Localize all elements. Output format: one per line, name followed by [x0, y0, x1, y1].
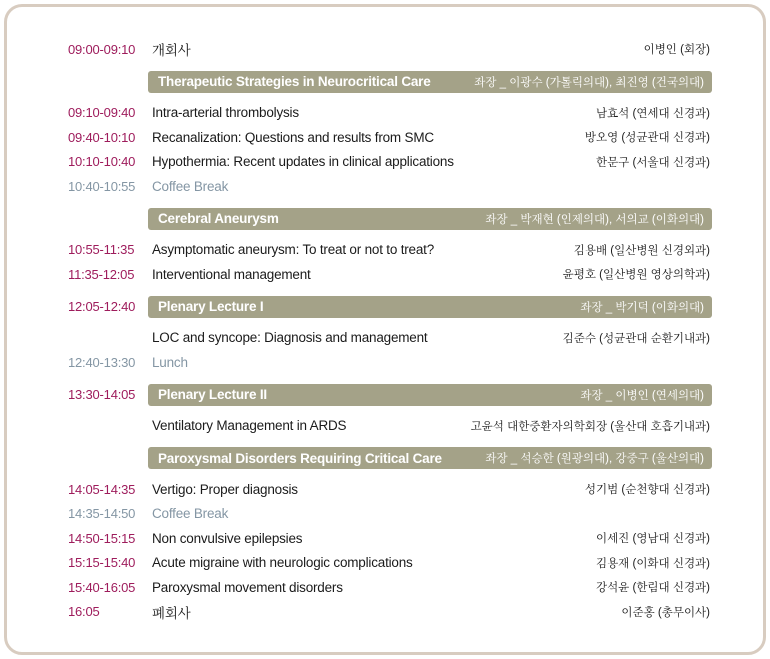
section-header-row [7, 384, 763, 406]
session-time: 12:05-12:40 [68, 299, 136, 314]
schedule-row-session [7, 125, 763, 150]
section-header-bar [148, 384, 712, 406]
schedule-row-session [7, 477, 763, 502]
session-time: 16:05 [68, 604, 100, 620]
session-title: Paroxysmal movement disorders [152, 579, 343, 595]
session-title: Interventional management [152, 266, 311, 282]
session-speaker: 김준수 (성균관대 순환기내과) [562, 332, 710, 345]
schedule-row-session [7, 600, 763, 625]
session-time: 09:40-10:10 [68, 129, 136, 145]
session-time: 09:00-09:10 [68, 41, 136, 57]
section-header-row [7, 296, 763, 318]
schedule-row-session [7, 238, 763, 263]
section-header-bar [148, 208, 712, 230]
session-speaker: 이병인 (회장) [643, 44, 710, 57]
session-title: Coffee Break [152, 178, 229, 194]
session-time: 10:10-10:40 [68, 154, 136, 170]
session-speaker: 고윤석 대한중환자의학회장 (울산대 호흡기내과) [470, 420, 710, 433]
session-title: Intra-arterial thrombolysis [152, 105, 299, 121]
session-title: Lunch [152, 354, 188, 370]
section-header-row [7, 447, 763, 469]
session-title: Acute migraine with neurologic complications [152, 555, 413, 571]
section-header-row [7, 71, 763, 93]
session-speaker: 이준홍 (총무이사) [621, 606, 710, 619]
schedule-row-session [7, 551, 763, 576]
section-chairs: 좌장 _ 석승한 (원광의대), 강중구 (울산의대) [485, 453, 704, 465]
section-header-row [7, 208, 763, 230]
session-title: Coffee Break [152, 506, 229, 522]
schedule-row-session [7, 575, 763, 600]
section-title: Therapeutic Strategies in Neurocritical Care [158, 74, 431, 89]
schedule-row-session [7, 101, 763, 126]
session-time: 12:40-13:30 [68, 354, 136, 370]
schedule-row-break [7, 502, 763, 527]
session-time: 14:05-14:35 [68, 481, 136, 497]
section-title: Plenary Lecture I [158, 299, 264, 314]
session-time: 14:35-14:50 [68, 506, 136, 522]
session-time: 15:40-16:05 [68, 579, 136, 595]
session-speaker: 강석윤 (한림대 신경과) [595, 582, 710, 595]
session-time: 13:30-14:05 [68, 387, 136, 402]
schedule-row-break [7, 350, 763, 375]
schedule-row-session [7, 326, 763, 351]
session-speaker: 한문구 (서울대 신경과) [595, 156, 710, 169]
section-chairs: 좌장 _ 박재현 (인제의대), 서의교 (이화의대) [485, 213, 704, 226]
session-time: 10:40-10:55 [68, 178, 136, 194]
session-speaker: 이세진 (영남대 신경과) [595, 533, 710, 546]
schedule-row-session [7, 526, 763, 551]
section-chairs: 좌장 _ 박기덕 (이화의대) [580, 301, 704, 314]
schedule-row-session [7, 150, 763, 175]
session-title: 폐회사 [152, 605, 191, 621]
session-speaker: 방오영 (성균관대 신경과) [584, 132, 710, 145]
schedule-row-session [7, 262, 763, 287]
session-speaker: 윤평호 (일산병원 영상의학과) [562, 269, 710, 282]
section-header-bar [148, 447, 712, 469]
section-title: Cerebral Aneurysm [158, 211, 279, 226]
session-title: Hypothermia: Recent updates in clinical applications [152, 154, 454, 170]
session-title: Asymptomatic aneurysm: To treat or not to treat? [152, 242, 435, 258]
session-time: 10:55-11:35 [68, 242, 135, 258]
schedule-row-session [7, 414, 763, 439]
session-title: Vertigo: Proper diagnosis [152, 481, 298, 497]
schedule-row-session [7, 37, 763, 62]
session-speaker: 성기범 (순천향대 신경과) [584, 484, 710, 497]
session-time: 11:35-12:05 [68, 266, 135, 282]
section-header-bar [148, 71, 712, 93]
session-title: Non convulsive epilepsies [152, 530, 303, 546]
section-title: Plenary Lecture II [158, 387, 267, 402]
session-title: LOC and syncope: Diagnosis and management [152, 330, 428, 346]
section-header-bar [148, 296, 712, 318]
section-title: Paroxysmal Disorders Requiring Critical Care [158, 450, 442, 466]
session-time: 15:15-15:40 [68, 555, 136, 571]
session-title: 개회사 [152, 43, 191, 59]
session-speaker: 김용재 (이화대 신경과) [595, 557, 710, 570]
session-speaker: 김용배 (일산병원 신경외과) [573, 244, 710, 257]
section-chairs: 좌장 _ 이병인 (연세의대) [580, 389, 704, 402]
schedule-row-break [7, 174, 763, 199]
session-speaker: 남효석 (연세대 신경과) [595, 107, 710, 120]
section-chairs: 좌장 _ 이광수 (가톨릭의대), 최진영 (건국의대) [474, 76, 704, 89]
program-card [4, 4, 766, 655]
session-title: Ventilatory Management in ARDS [152, 418, 347, 434]
session-time: 14:50-15:15 [68, 530, 136, 546]
schedule-list [7, 7, 763, 624]
session-time: 09:10-09:40 [68, 105, 136, 121]
session-title: Recanalization: Questions and results from SMC [152, 129, 434, 145]
